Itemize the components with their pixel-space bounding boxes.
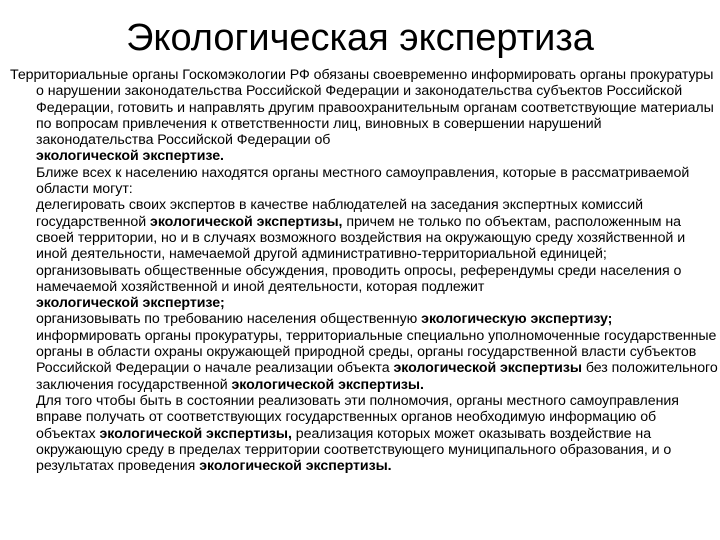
p7-text-a: Для того чтобы быть в состоянии реализовать эти полномочия, органы местного самоуправления вправе получать от соответствующих государственных органов необходимую информацию об объектах: [36, 392, 679, 442]
p3-bold: экологической экспертизы,: [150, 213, 343, 230]
paragraph-intro: [10, 67, 718, 165]
p6-text-b: без положительного заключения государственной: [36, 360, 718, 393]
paragraph-4: [10, 263, 718, 312]
p3-text-a: делегировать своих экспертов в качестве наблюдателей на заседания экспертных комиссий государственной: [36, 197, 643, 230]
slide-title: Экологическая экспертиза: [126, 17, 594, 59]
p7-bold-2: экологической экспертизы.: [199, 458, 392, 475]
paragraph-3: [10, 197, 718, 262]
p5-bold: экологическую экспертизу;: [421, 311, 613, 328]
p2-text: Ближе всех к населению находятся органы местного самоуправления, которые в рассматриваемой области могут:: [36, 164, 690, 198]
paragraph-5: [10, 311, 718, 327]
p4-text-a: организовывать общественные обсуждения, проводить опросы, референдумы среди населения о намечаемой хозяйственной и иной деятельности, которая подлежит: [36, 262, 682, 295]
intro-bold: экологической экспертизе.: [36, 148, 224, 165]
paragraph-7: [10, 393, 718, 474]
p6-text-a: информировать органы прокуратуры, территориальные специально уполномоченные государственные органы в области охраны окружающей природной среды, органы государственной власти субъектов Российской Федерации о начале реализации объекта: [36, 327, 717, 377]
p6-bold-1: экологической экспертизы: [393, 360, 582, 377]
paragraph-6: [10, 328, 718, 393]
intro-text: Территориальные органы Госкомэкологии РФ обязаны своевременно информировать органы прокуратуры о нарушении законодательства Российской Федерации и законодательства субъектов Российской Федерации, готовить и направлять другим правоохранительным органам соответствующие материалы по вопросам привлечения к ответственности лиц, виновных в совершении нарушений законодательства Российской Федерации об: [10, 67, 714, 149]
p6-bold-2: экологической экспертизы.: [231, 376, 424, 393]
p5-text-a: организовывать по требованию населения общественную: [36, 311, 418, 328]
paragraph-2: [10, 165, 718, 198]
p7-bold-1: экологической экспертизы,: [99, 425, 292, 442]
p7-text-b: реализация которых может оказывать воздействие на окружающую среду в пределах территории соответствующего муниципального образования, и о результатах проведения: [36, 425, 672, 475]
p3-text-b: причем не только по объектам, расположенным на своей территории, но и в случаях возможного воздействия на окружающую среду хозяйственной и иной деятельности, намечаемой другой административно-территориальной единицей;: [36, 213, 686, 263]
slide-body: [10, 67, 718, 474]
p4-bold: экологической экспертизе;: [36, 295, 225, 312]
